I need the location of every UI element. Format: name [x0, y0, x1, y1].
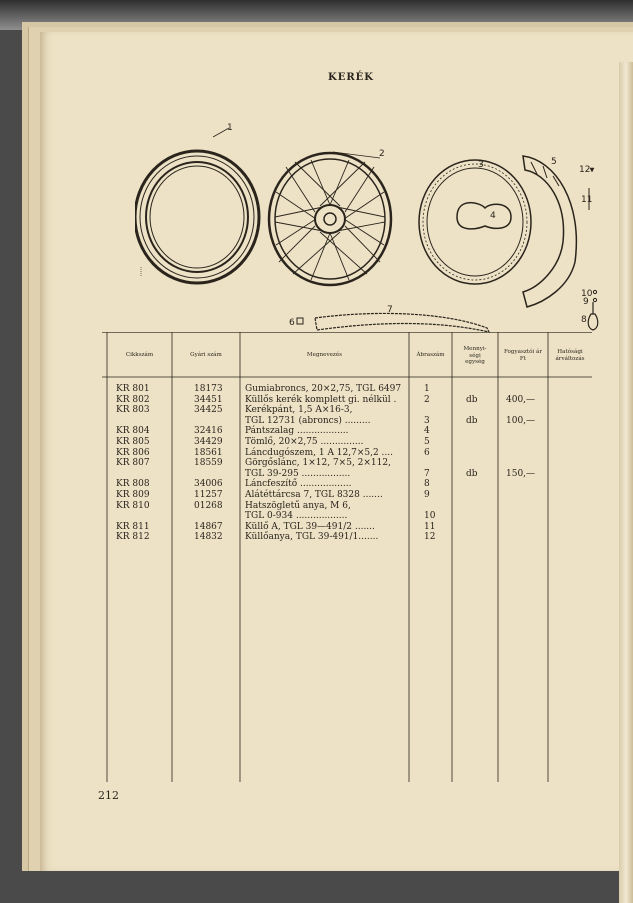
cell-cikk: KR 802	[116, 394, 150, 405]
cell-abra: 7	[424, 468, 430, 479]
cell-ar: 400,—	[506, 394, 536, 405]
cell-abra: 10	[424, 511, 436, 522]
header-hatosagi-line2: árváltozás	[555, 355, 585, 362]
spoked-wheel-drawing	[269, 152, 391, 285]
figure-label-9: 9	[583, 297, 589, 307]
cell-abra: 8	[424, 479, 430, 490]
cell-gyari: 11257	[194, 490, 223, 500]
cell-cikk: KR 804	[116, 426, 150, 437]
cell-gyari: 14832	[194, 532, 223, 543]
cell-egyseg: db	[466, 415, 478, 426]
cell-nev: Küllős kerék komplett gi. nélkül .	[245, 394, 397, 405]
washer-drawing	[593, 298, 596, 301]
cell-cikk: KR 806	[116, 447, 150, 458]
cell-nev: Gumiabroncs, 20×2,75, TGL 6497	[245, 384, 402, 394]
figure-label-4: 4	[490, 211, 496, 221]
figure-label-8: 8	[581, 315, 587, 325]
cell-cikk: KR 807	[116, 458, 150, 469]
figure-label-11: 11	[581, 195, 593, 205]
figure-label-10: 10	[581, 289, 593, 299]
catalog-page	[40, 32, 633, 871]
cell-gyari: 18173	[194, 384, 223, 394]
cell-nev: Pántszalag ..................	[245, 426, 349, 437]
figure-label-12: 12	[579, 165, 591, 175]
cell-nev: Tömlő, 20×2,75 ...............	[245, 437, 364, 447]
header-fogyasztoi-line2: Ft	[519, 355, 527, 362]
cell-cikk: KR 810	[116, 500, 150, 511]
cell-abra: 12	[424, 532, 436, 543]
cell-egyseg: db	[466, 468, 478, 479]
cell-ar: 150,—	[506, 468, 536, 479]
cell-cikk: KR 808	[116, 479, 150, 490]
chain-tensioner-drawing	[588, 314, 598, 330]
cell-abra: 1	[424, 384, 430, 394]
cell-gyari: 34451	[194, 394, 223, 405]
cell-nev: Küllő A, TGL 39—491/2 .......	[245, 521, 375, 532]
cell-abra: 6	[424, 447, 430, 458]
cell-nev: Láncdugószem, 1 A 12,7×5,2 ....	[245, 447, 394, 458]
cell-nev: TGL 0-934 ..................	[245, 511, 348, 522]
cell-abra: 2	[424, 394, 430, 405]
header-fogyasztoi-line1: Fogyasztói ár	[503, 349, 543, 355]
cell-abra: 11	[424, 521, 436, 532]
wheel-exploded-diagram	[135, 122, 615, 337]
cell-gyari: 18561	[194, 447, 223, 458]
cell-nev: Láncfeszítő ..................	[245, 479, 352, 490]
header-hatosagi-arvaltozas	[548, 349, 592, 362]
cell-cikk: KR 809	[116, 490, 150, 500]
header-gyari-szam: Gyári szám	[190, 352, 222, 358]
page-curl-edge	[619, 62, 633, 903]
figure-label-5: 5	[551, 157, 557, 167]
page-number: 212	[98, 789, 119, 802]
cell-nev: TGL 12731 (abroncs) .........	[245, 415, 371, 426]
figure-label-6: 6	[289, 318, 295, 328]
cell-nev: Kerékpánt, 1,5 A×16-3,	[245, 405, 353, 416]
nut-drawing	[593, 290, 596, 293]
cell-gyari: 34006	[194, 479, 223, 490]
header-mennyisegi-line2: ségi	[469, 352, 481, 359]
cell-abra: 3	[424, 415, 430, 426]
cell-gyari: 34425	[194, 405, 223, 416]
cell-gyari: 01268	[194, 500, 223, 511]
header-mennyisegi-line3: egység	[465, 359, 485, 365]
header-mennyisegi-line1: Mennyi-	[463, 346, 487, 352]
cell-cikk: KR 812	[116, 532, 150, 543]
page-title: KERÉK	[328, 72, 374, 83]
header-hatosagi-line1: Hatósági	[557, 349, 583, 355]
parts-table	[102, 332, 592, 782]
header-cikkszam: Cikkszám	[125, 352, 154, 358]
chain-drawing	[315, 313, 489, 332]
cell-abra: 4	[424, 426, 430, 437]
cell-cikk: KR 811	[116, 521, 150, 532]
cell-gyari: 32416	[194, 426, 223, 437]
cell-nev: Alátéttárcsa 7, TGL 8328 .......	[245, 490, 383, 500]
cell-gyari: 14867	[194, 521, 223, 532]
figure-label-7: 7	[387, 305, 393, 315]
cell-abra: 9	[424, 490, 430, 500]
figure-label-1: 1	[227, 123, 233, 133]
tyre-drawing	[135, 128, 259, 283]
connecting-link-drawing	[297, 318, 303, 324]
header-fogyasztoi-ar	[498, 349, 548, 362]
header-abraszam: Ábraszám	[416, 352, 445, 358]
cell-cikk: KR 803	[116, 405, 150, 416]
cell-nev: Küllőanya, TGL 39-491/1.......	[245, 532, 379, 543]
cell-gyari: 18559	[194, 458, 223, 469]
cell-abra: 5	[424, 437, 430, 447]
cell-egyseg: db	[466, 394, 478, 405]
figure-label-2: 2	[379, 149, 385, 159]
cell-nev: Hatszögletű anya, M 6,	[245, 500, 351, 511]
tube-drawing	[457, 203, 511, 229]
cell-cikk: KR 805	[116, 437, 150, 447]
spoke-nipple-drawing	[590, 168, 594, 172]
cell-nev: Görgőslánc, 1×12, 7×5, 2×112,	[245, 458, 391, 469]
rim-band-drawing	[419, 160, 531, 284]
cell-nev: TGL 39-295 .................	[245, 468, 351, 479]
header-megnevezes: Megnevezés	[306, 352, 343, 358]
figure-label-3: 3	[478, 160, 484, 170]
cell-cikk: KR 801	[116, 384, 150, 394]
cell-ar: 100,—	[506, 415, 536, 426]
cell-gyari: 34429	[194, 437, 223, 447]
header-mennyisegi-egyseg	[452, 346, 498, 366]
